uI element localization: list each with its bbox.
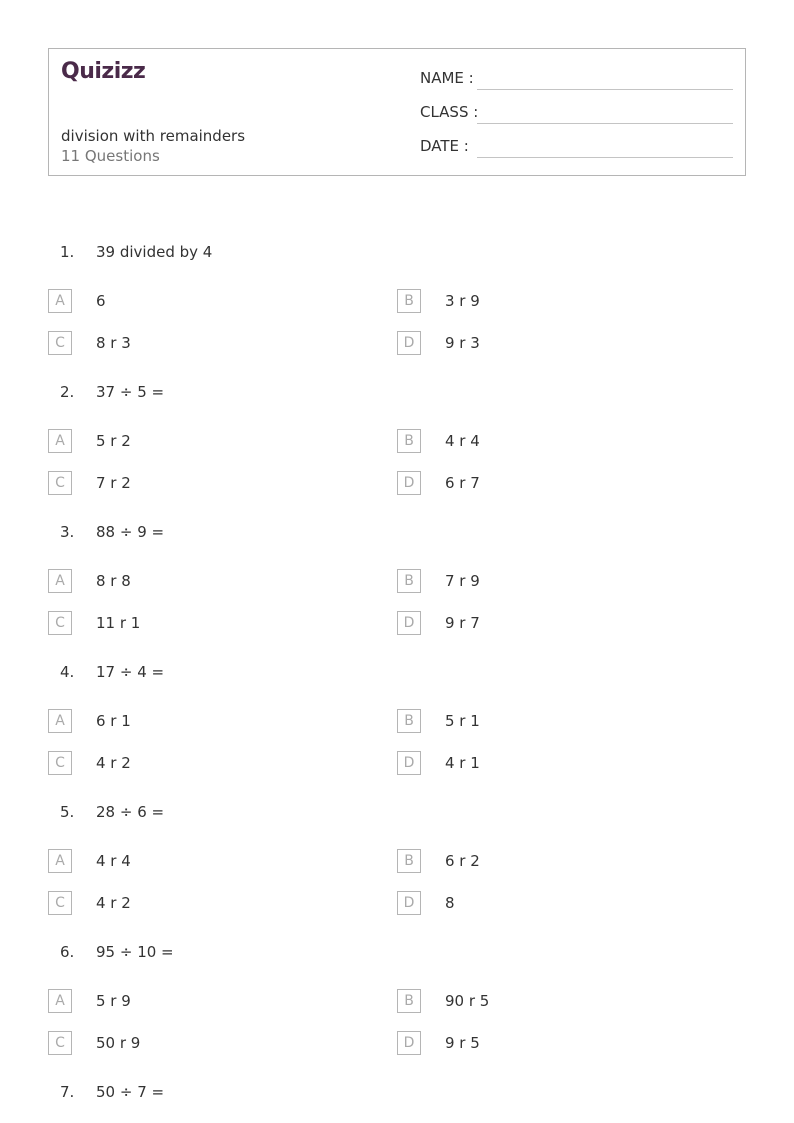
option-letter-box[interactable]: B	[397, 289, 421, 313]
option-text: 4 r 2	[96, 754, 131, 772]
option-text: 5 r 1	[445, 712, 480, 730]
option-text: 3 r 9	[445, 292, 480, 310]
option-text: 9 r 7	[445, 614, 480, 632]
option-text: 6 r 2	[445, 852, 480, 870]
option-text: 4 r 4	[96, 852, 131, 870]
question-number: 1.	[60, 243, 75, 261]
question-number: 6.	[60, 943, 75, 961]
question-text: 39 divided by 4	[96, 243, 213, 261]
option-text: 8 r 3	[96, 334, 131, 352]
option-text: 11 r 1	[96, 614, 141, 632]
question-text: 28 ÷ 6 =	[96, 803, 165, 821]
option-letter-box[interactable]: D	[397, 471, 421, 495]
option-letter-box[interactable]: D	[397, 891, 421, 915]
date-label: DATE :	[420, 137, 469, 155]
option-text: 50 r 9	[96, 1034, 141, 1052]
question-text: 17 ÷ 4 =	[96, 663, 165, 681]
option-text: 6 r 1	[96, 712, 131, 730]
option-text: 90 r 5	[445, 992, 490, 1010]
option-letter-box[interactable]: B	[397, 709, 421, 733]
question-number: 4.	[60, 663, 75, 681]
option-letter-box[interactable]: C	[48, 471, 72, 495]
option-letter-box[interactable]: D	[397, 1031, 421, 1055]
option-text: 5 r 2	[96, 432, 131, 450]
question-text: 37 ÷ 5 =	[96, 383, 165, 401]
question-number: 7.	[60, 1083, 75, 1101]
class-label: CLASS :	[420, 103, 479, 121]
option-text: 8	[445, 894, 455, 912]
option-text: 4 r 2	[96, 894, 131, 912]
question-text: 50 ÷ 7 =	[96, 1083, 165, 1101]
option-text: 6 r 7	[445, 474, 480, 492]
question-text: 95 ÷ 10 =	[96, 943, 174, 961]
option-text: 4 r 1	[445, 754, 480, 772]
question-number: 5.	[60, 803, 75, 821]
question-text: 88 ÷ 9 =	[96, 523, 165, 541]
option-letter-box[interactable]: C	[48, 611, 72, 635]
option-letter-box[interactable]: C	[48, 331, 72, 355]
option-letter-box[interactable]: B	[397, 429, 421, 453]
option-letter-box[interactable]: D	[397, 751, 421, 775]
date-line	[477, 157, 733, 158]
option-letter-box[interactable]: A	[48, 849, 72, 873]
option-letter-box[interactable]: B	[397, 849, 421, 873]
option-letter-box[interactable]: A	[48, 289, 72, 313]
option-letter-box[interactable]: A	[48, 989, 72, 1013]
option-text: 4 r 4	[445, 432, 480, 450]
option-letter-box[interactable]: C	[48, 751, 72, 775]
option-text: 9 r 3	[445, 334, 480, 352]
option-letter-box[interactable]: C	[48, 1031, 72, 1055]
option-letter-box[interactable]: A	[48, 709, 72, 733]
class-line	[477, 123, 733, 124]
option-text: 5 r 9	[96, 992, 131, 1010]
question-number: 2.	[60, 383, 75, 401]
option-letter-box[interactable]: A	[48, 429, 72, 453]
option-letter-box[interactable]: B	[397, 989, 421, 1013]
option-text: 7 r 9	[445, 572, 480, 590]
option-letter-box[interactable]: C	[48, 891, 72, 915]
question-count: 11 Questions	[61, 147, 160, 165]
option-letter-box[interactable]: B	[397, 569, 421, 593]
option-letter-box[interactable]: D	[397, 611, 421, 635]
option-letter-box[interactable]: A	[48, 569, 72, 593]
option-letter-box[interactable]: D	[397, 331, 421, 355]
option-text: 6	[96, 292, 106, 310]
worksheet-header	[48, 48, 746, 176]
option-text: 9 r 5	[445, 1034, 480, 1052]
question-number: 3.	[60, 523, 75, 541]
option-text: 7 r 2	[96, 474, 131, 492]
quizizz-logo: Quizizz	[61, 59, 146, 84]
option-text: 8 r 8	[96, 572, 131, 590]
name-label: NAME :	[420, 69, 474, 87]
worksheet-title: division with remainders	[61, 127, 246, 145]
name-line	[477, 89, 733, 90]
